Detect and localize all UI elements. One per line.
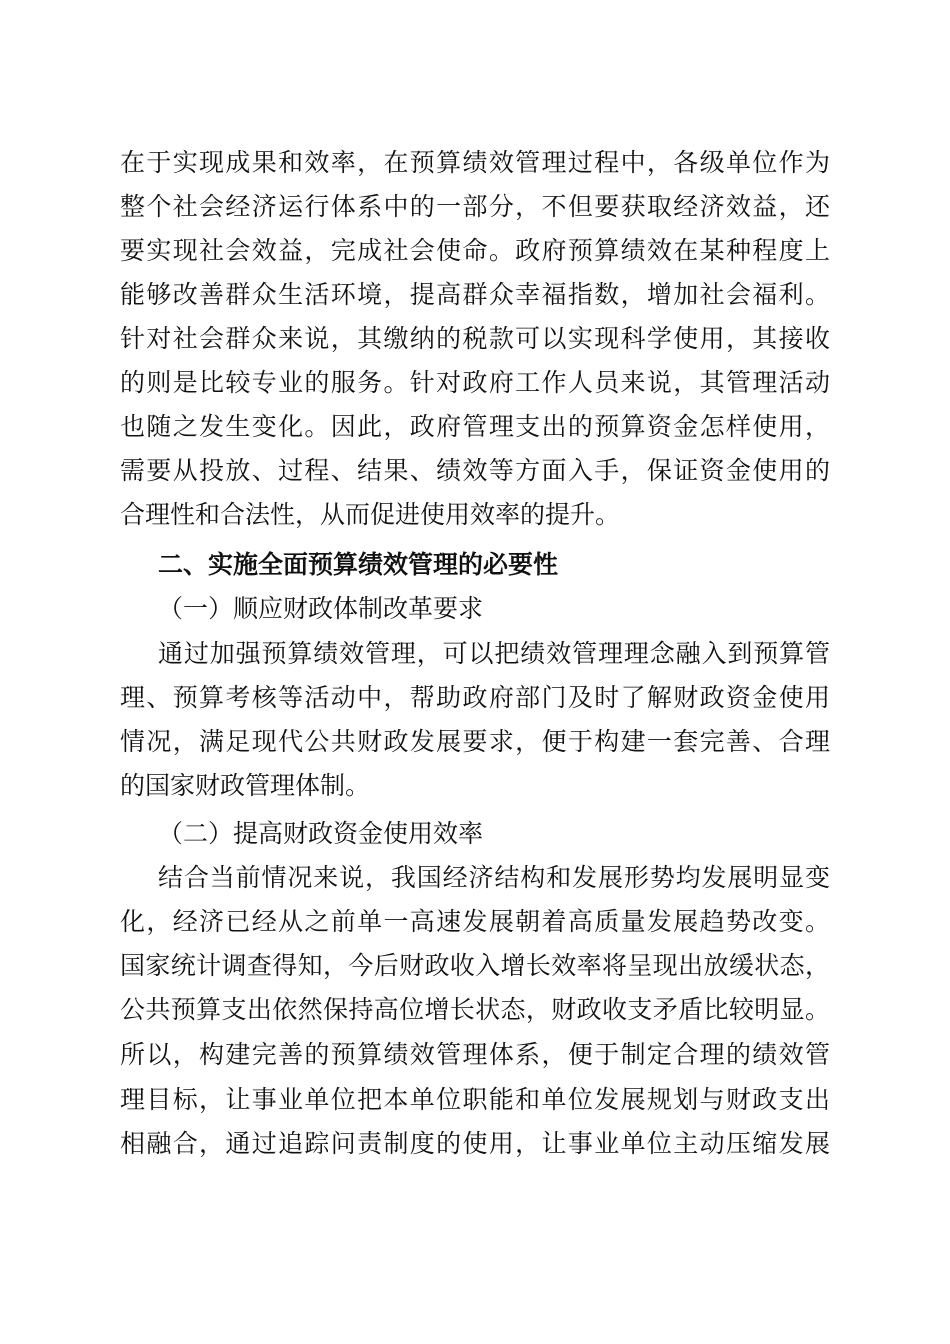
paragraph-line: 公共预算支出依然保持高位增长状态，财政收支矛盾比较明显。: [120, 995, 830, 1024]
paragraph-line: 需要从投放、过程、结果、绩效等方面入手，保证资金使用的: [120, 456, 830, 485]
paragraph-line: 理、预算考核等活动中，帮助政府部门及时了解财政资金使用: [120, 683, 830, 712]
paragraph-line: 的则是比较专业的服务。针对政府工作人员来说，其管理活动: [120, 368, 830, 397]
paragraph-line: 能够改善群众生活环境，提高群众幸福指数，增加社会福利。: [120, 280, 830, 309]
paragraph-line: 理目标，让事业单位把本单位职能和单位发展规划与财政支出: [120, 1085, 830, 1114]
paragraph-line: 在于实现成果和效率，在预算绩效管理过程中，各级单位作为: [120, 148, 830, 177]
paragraph-line: 整个社会经济运行体系中的一部分，不但要获取经济效益，还: [120, 192, 830, 221]
paragraph-line: 所以，构建完善的预算绩效管理体系，便于制定合理的绩效管: [120, 1040, 830, 1069]
paragraph-line: 针对社会群众来说，其缴纳的税款可以实现科学使用，其接收: [120, 324, 830, 353]
paragraph-line: 情况，满足现代公共财政发展要求，便于构建一套完善、合理: [120, 727, 830, 756]
paragraph-line: 的国家财政管理体制。: [120, 771, 371, 800]
section-heading: 二、实施全面预算绩效管理的必要性: [158, 550, 559, 579]
paragraph-line: 也随之发生变化。因此，政府管理支出的预算资金怎样使用，: [120, 412, 830, 441]
paragraph-line: 结合当前情况来说，我国经济结构和发展形势均发展明显变: [158, 863, 830, 892]
subsection-heading: （二）提高财政资金使用效率: [158, 819, 484, 848]
subsection-heading: （一）顺应财政体制改革要求: [158, 594, 484, 623]
paragraph-line: 通过加强预算绩效管理，可以把绩效管理理念融入到预算管: [158, 639, 830, 668]
paragraph-line: 化，经济已经从之前单一高速发展朝着高质量发展趋势改变。: [120, 907, 830, 936]
paragraph-line: 要实现社会效益，完成社会使命。政府预算绩效在某种程度上: [120, 236, 830, 265]
paragraph-line: 国家统计调查得知，今后财政收入增长效率将呈现出放缓状态，: [120, 951, 830, 980]
paragraph-line: 合理性和合法性，从而促进使用效率的提升。: [120, 500, 621, 529]
paragraph-line: 相融合，通过追踪问责制度的使用，让事业单位主动压缩发展: [120, 1129, 830, 1158]
